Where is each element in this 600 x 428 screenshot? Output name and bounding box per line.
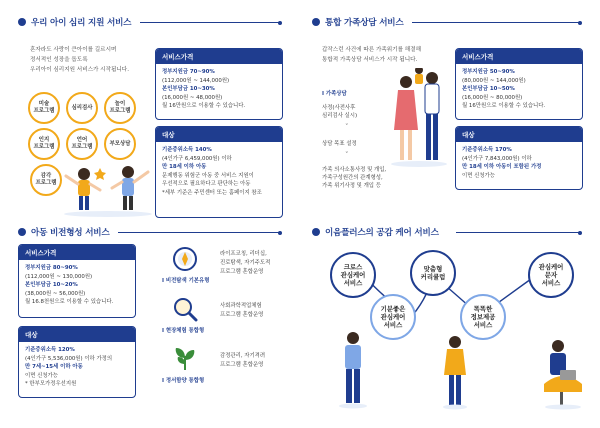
box-line: (80,000원 ~ 144,000원) xyxy=(462,77,526,84)
vision-item-desc: 감정관리, 자기격려 xyxy=(220,353,266,359)
box-header: 대상 xyxy=(156,127,282,142)
person-laptop-illustration xyxy=(540,336,586,410)
box-line: (112,000원 ~ 130,000원) xyxy=(25,273,93,280)
box-line: 기준중위소득 170% xyxy=(462,147,512,153)
family-illustration xyxy=(388,68,450,168)
process-step xyxy=(322,90,347,98)
box-line: (16,000원 ~ 80,000원) xyxy=(462,94,523,101)
process-step xyxy=(322,140,357,148)
vision-item-desc: 라이프코칭, 리더십, xyxy=(220,251,267,257)
program-circle: 심리검사 xyxy=(66,92,98,124)
box-line: (112,000원 ~ 144,000원) xyxy=(162,77,230,84)
box-line: *세부 기준은 주민센터 또는 홈페이지 참조 xyxy=(162,189,262,196)
box-body xyxy=(156,142,282,202)
section-title-text: 통합 가족상담 서비스 xyxy=(325,18,404,28)
process-step xyxy=(322,104,357,120)
care-bubble: 기분좋은 관심케어 서비스 xyxy=(370,294,416,340)
psych-price-box xyxy=(155,48,283,120)
process-step xyxy=(322,166,386,190)
compass-icon xyxy=(172,246,198,272)
box-line: 기준중위소득 120% xyxy=(25,347,75,353)
vision-item-desc: 프로그램 혼합운영 xyxy=(220,312,264,318)
box-header: 서비스가격 xyxy=(456,49,582,64)
box-line: 문제행동 위험군 아동 중 서비스 지원이 xyxy=(162,172,254,179)
section-bullet-icon xyxy=(312,228,320,236)
box-line: 정부지원금 70~90% xyxy=(162,69,215,75)
section-divider-end xyxy=(578,231,582,235)
section-divider xyxy=(456,232,580,233)
section-divider xyxy=(412,22,580,23)
vision-item-label: I 비전탐색 기본유형 xyxy=(162,278,210,284)
vision-item-desc: 진로탐색, 자기주도적 xyxy=(220,260,271,266)
section-title-family xyxy=(312,14,404,30)
box-line: 기준중위소득 140% xyxy=(162,147,212,153)
box-line: (16,000원 ~ 48,000원) xyxy=(162,94,223,101)
vision-price-box xyxy=(18,244,136,318)
box-line: 정부지원금 80~90% xyxy=(25,265,78,271)
section-title-text: 이음플러스의 공감 케어 서비스 xyxy=(325,228,439,238)
box-line: 만 18세 이하 아동 xyxy=(162,164,207,171)
intro-line: 정서적인 성장을 돕도록 xyxy=(30,57,88,63)
box-line: 본인부담금 10~50% xyxy=(462,86,515,93)
process-head: I 가족상담 xyxy=(322,91,347,97)
process-line: 가족 의사소통사정 및 개입, xyxy=(322,167,387,173)
program-circle: 언어 프로그램 xyxy=(66,128,98,160)
box-line: 월 16만원으로 이용할 수 있습니다. xyxy=(162,103,246,110)
process-line: 심리검사 실시) xyxy=(322,113,358,119)
box-line: 본인부담금 10~20% xyxy=(25,282,78,289)
care-bubble: 크로스 관심케어 서비스 xyxy=(330,252,376,298)
box-line: 만 18세 이하 아동이 포함된 가정 xyxy=(462,164,542,171)
family-price-box xyxy=(455,48,583,120)
psych-target-box xyxy=(155,126,283,218)
box-line: 우선적으로 필요하다고 판단하는 아동 xyxy=(162,181,251,188)
section-divider-end xyxy=(278,21,282,25)
box-body xyxy=(19,260,135,311)
box-line: * 한부모가정우선지원 xyxy=(25,381,77,388)
section-title-vision xyxy=(18,224,110,240)
person-man-illustration xyxy=(335,330,371,410)
kids-illustration xyxy=(60,160,155,218)
vision-item-desc: 사회과학적업체험 xyxy=(220,303,262,309)
care-bubble: 관심케어 문자 서비스 xyxy=(528,252,574,298)
care-bubble: 똑똑한 정보제공 서비스 xyxy=(460,294,506,340)
section-divider-end xyxy=(578,21,582,25)
person-woman-illustration xyxy=(440,334,470,410)
box-body xyxy=(456,142,582,184)
intro-line: 통합적 가족상담 서비스가 시작 됩니다. xyxy=(322,57,418,63)
box-body xyxy=(456,64,582,115)
box-header: 서비스가격 xyxy=(19,245,135,260)
program-circle: 부모상담 xyxy=(104,128,136,160)
section-divider-end xyxy=(278,231,282,235)
process-line: 가족 위기사정 및 개입 등 xyxy=(322,183,381,189)
vision-item-label: I 정서함양 통합형 xyxy=(162,378,205,384)
intro-line: 갑작스런 사건에 따른 가족위기를 해결해 xyxy=(322,47,421,53)
box-line: 이면 신청가능 xyxy=(25,372,58,379)
section-title-text: 우리 아이 심리 지원 서비스 xyxy=(31,18,132,28)
vision-item-desc: 프로그램 혼합운영 xyxy=(220,362,264,368)
box-line: 이면 신청가능 xyxy=(462,172,495,179)
box-body xyxy=(156,64,282,115)
program-circle: 놀이 프로그램 xyxy=(104,92,136,124)
chevron-down-icon: ˅ xyxy=(345,151,349,159)
vision-item-label: I 현장체험 통합형 xyxy=(162,328,205,334)
section-bullet-icon xyxy=(312,18,320,26)
section-title-text: 아동 비전형성 서비스 xyxy=(31,228,110,238)
box-line: 본인부담금 10~30% xyxy=(162,86,215,93)
section-bullet-icon xyxy=(18,228,26,236)
box-line: (4인가구 6,459,000원) 이하 xyxy=(162,155,232,162)
program-circle: 인지 프로그램 xyxy=(28,128,60,160)
care-bubble: 맞춤형 커리큘럼 xyxy=(410,250,456,296)
family-target-box xyxy=(455,126,583,190)
intro-line: 우리아이 심리지원 서비스가 시작됩니다. xyxy=(30,67,129,73)
process-line: 가족구성원간의 관계형성, xyxy=(322,175,383,181)
program-circle: 감각 프로그램 xyxy=(30,164,62,196)
box-line: 만 7세~15세 이하 아동 xyxy=(25,364,83,371)
section-divider xyxy=(118,232,280,233)
section-bullet-icon xyxy=(18,18,26,26)
box-line: 월 16만원으로 이용할 수 있습니다. xyxy=(462,103,546,110)
box-header: 서비스가격 xyxy=(156,49,282,64)
section-divider xyxy=(140,22,280,23)
section-title-care xyxy=(312,224,439,240)
box-line: (4인가구 5,536,000원) 이하 가정의 xyxy=(25,355,113,362)
box-body xyxy=(19,342,135,393)
process-line: 사정(사전사후 xyxy=(322,105,356,111)
sprout-icon xyxy=(172,346,198,372)
chevron-down-icon: ˅ xyxy=(345,123,349,131)
vision-target-box xyxy=(18,326,136,398)
box-line: 월 16.8천원으로 이용할 수 있습니다. xyxy=(25,299,114,306)
section-title-psych xyxy=(18,14,131,30)
intro-line: 혼자라도 사랑이 큰아이를 길르시며 xyxy=(30,47,117,53)
vision-item-desc: 프로그램 혼합운영 xyxy=(220,269,264,275)
program-circle: 미술 프로그램 xyxy=(28,92,60,124)
magnifier-icon xyxy=(172,296,198,322)
box-line: (38,000원 ~ 56,000원) xyxy=(25,290,86,297)
box-line: 정부지원금 50~90% xyxy=(462,69,515,75)
box-header: 대상 xyxy=(456,127,582,142)
process-line: 상담 목표 설정 xyxy=(322,141,357,147)
box-line: (4인가구 7,843,000원) 이하 xyxy=(462,155,532,162)
box-header: 대상 xyxy=(19,327,135,342)
